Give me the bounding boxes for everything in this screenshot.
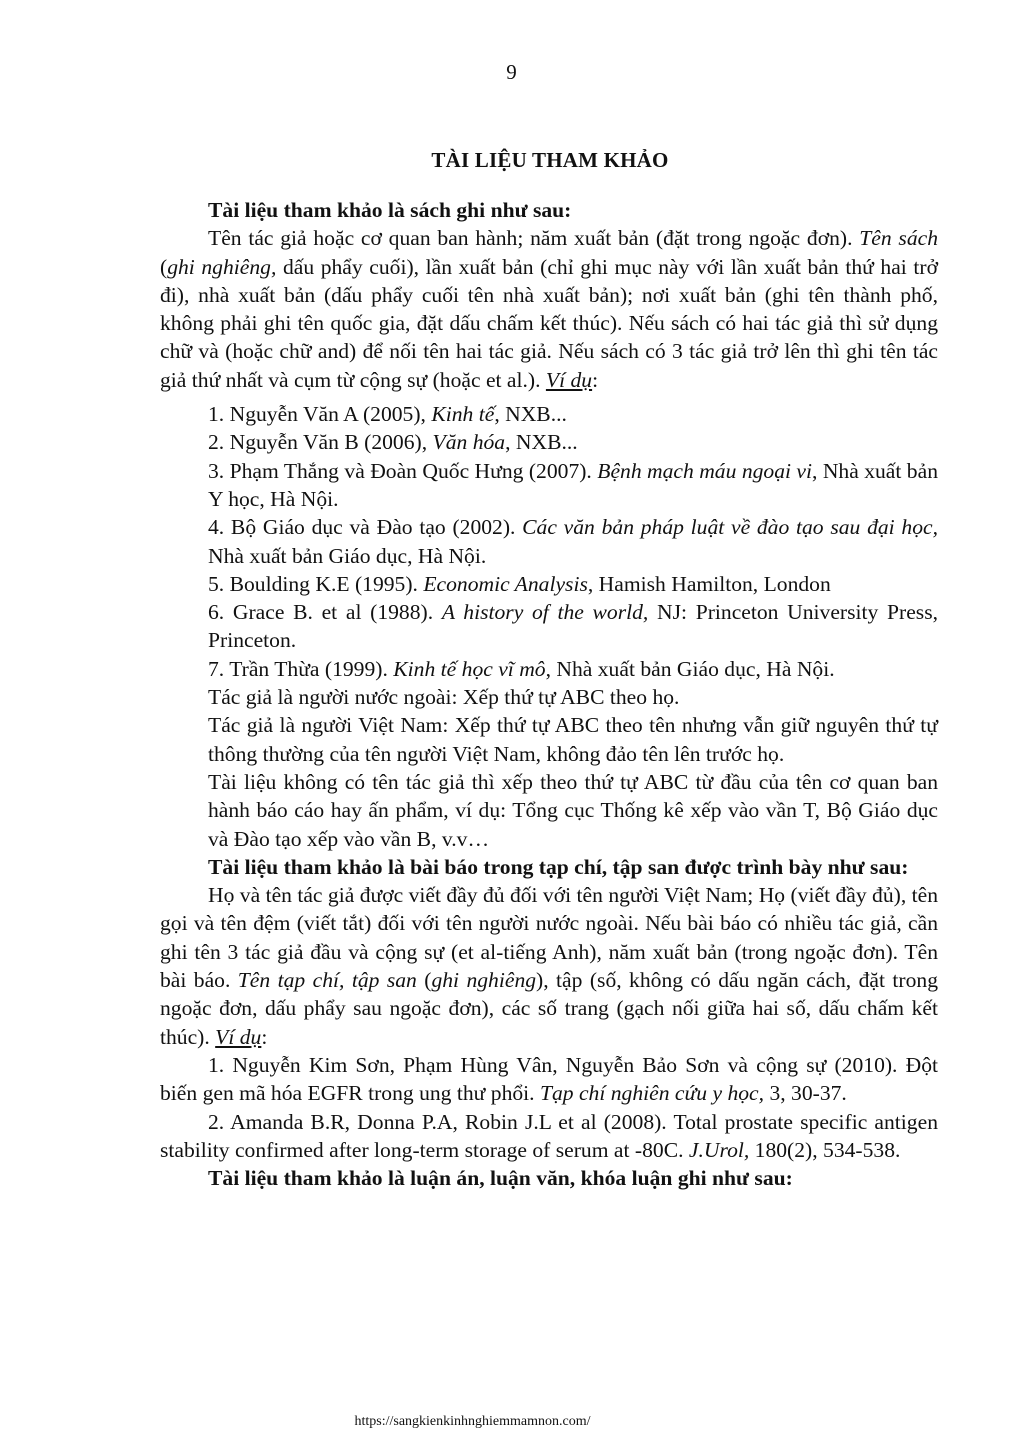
theses-heading: Tài liệu tham khảo là luận án, luận văn, khóa luận ghi như sau:	[208, 1166, 793, 1191]
page-number: 9	[506, 60, 517, 84]
example-label: Ví dụ	[545, 367, 593, 392]
reference-item: 5. Boulding K.E (1995). Economic Analysis, Hamish Hamilton, London	[208, 571, 831, 596]
articles-description: Họ và tên tác giả được viết đầy đủ đối với tên người Việt Nam; Họ (viết đầy đủ), tên gọi và tên đệm (viết tắt) đối với tên người nước ngoài. Nếu bài báo có nhiều tác giả, cần ghi tên 3 tác giả đầu và cộng sự (et al-tiếng Anh), năm xuất bản (trong ngoặc đơn). Tên bài báo. Tên tạp chí, tập san (ghi nghiêng), tập (số, không có dấu ngăn cách, đặt trong ngoặc đơn, dấu phẩy sau ngoặc đơn), các số trang (gạch nối giữa hai số, dấu chấm kết thúc). Ví dụ:	[160, 883, 939, 1049]
article-reference-item: 1. Nguyễn Kim Sơn, Phạm Hùng Vân, Nguyễn Bảo Sơn và cộng sự (2010). Đột biến gen mã hóa EGFR trong ung thư phổi. Tạp chí nghiên cứu y học, 3, 30-37.	[160, 1052, 938, 1106]
rule-vietnamese-author: Tác giả là người Việt Nam: Xếp thứ tự ABC theo tên nhưng vẫn giữ nguyên thứ tự thông thường của tên người Việt Nam, không đảo tên lên trước họ.	[208, 713, 938, 766]
rule-no-author: Tài liệu không có tên tác giả thì xếp theo thứ tự ABC từ đầu của tên cơ quan ban hành báo cáo hay ấn phẩm, ví dụ: Tổng cục Thống kê xếp vào vần T, Bộ Giáo dục và Đào tạo xếp vào vần B, v.v…	[208, 769, 938, 851]
book-reference-list	[160, 400, 938, 853]
page-title: TÀI LIỆU THAM KHẢO	[431, 148, 669, 172]
articles-heading: Tài liệu tham khảo là bài báo trong tạp chí, tập san được trình bày như sau:	[208, 854, 909, 879]
reference-item: 6. Grace B. et al (1988). A history of the world, NJ: Princeton University Press, Princeton.	[208, 600, 938, 653]
footer-url: https://sangkienkinhnghiemmamnon.com/	[354, 1414, 591, 1429]
article-reference-item: 2. Amanda B.R, Donna P.A, Robin J.L et al (2008). Total prostate specific antigen stability confirmed after long-term storage of serum at -80C. J.Urol, 180(2), 534-538.	[160, 1109, 938, 1162]
books-description: Tên tác giả hoặc cơ quan ban hành; năm xuất bản (đặt trong ngoặc đơn). Tên sách (ghi nghiêng, dấu phẩy cuối), lần xuất bản (chỉ ghi mục này với lần xuất bản thứ hai trở đi), nhà xuất bản (dấu phẩy cuối tên nhà xuất bản); nơi xuất bản (ghi tên thành phố, không phải ghi tên quốc gia, đặt dấu chấm kết thúc). Nếu sách có hai tác giả thì sử dụng chữ và (hoặc chữ and) để nối tên hai tác giả. Nếu sách có 3 tác giả trở lên thì ghi tên tác giả thứ nhất và cụm từ cộng sự (hoặc et al.). Ví dụ:	[160, 226, 938, 392]
reference-item: 7. Trần Thừa (1999). Kinh tế học vĩ mô, Nhà xuất bản Giáo dục, Hà Nội.	[208, 656, 835, 681]
reference-item: 3. Phạm Thắng và Đoàn Quốc Hưng (2007). Bệnh mạch máu ngoại vi, Nhà xuất bản Y học, Hà Nội.	[208, 458, 938, 511]
books-heading: Tài liệu tham khảo là sách ghi như sau:	[208, 198, 572, 222]
document-body	[160, 196, 938, 1192]
reference-item: 2. Nguyễn Văn B (2006), Văn hóa, NXB...	[208, 430, 578, 455]
rule-foreign-author: Tác giả là người nước ngoài: Xếp thứ tự ABC theo họ.	[208, 685, 680, 710]
example-label: Ví dụ	[215, 1024, 262, 1049]
reference-item: 1. Nguyễn Văn A (2005), Kinh tế, NXB...	[208, 402, 567, 427]
reference-item: 4. Bộ Giáo dục và Đào tạo (2002). Các văn bản pháp luật về đào tạo sau đại học, Nhà xuất bản Giáo dục, Hà Nội.	[208, 515, 938, 568]
